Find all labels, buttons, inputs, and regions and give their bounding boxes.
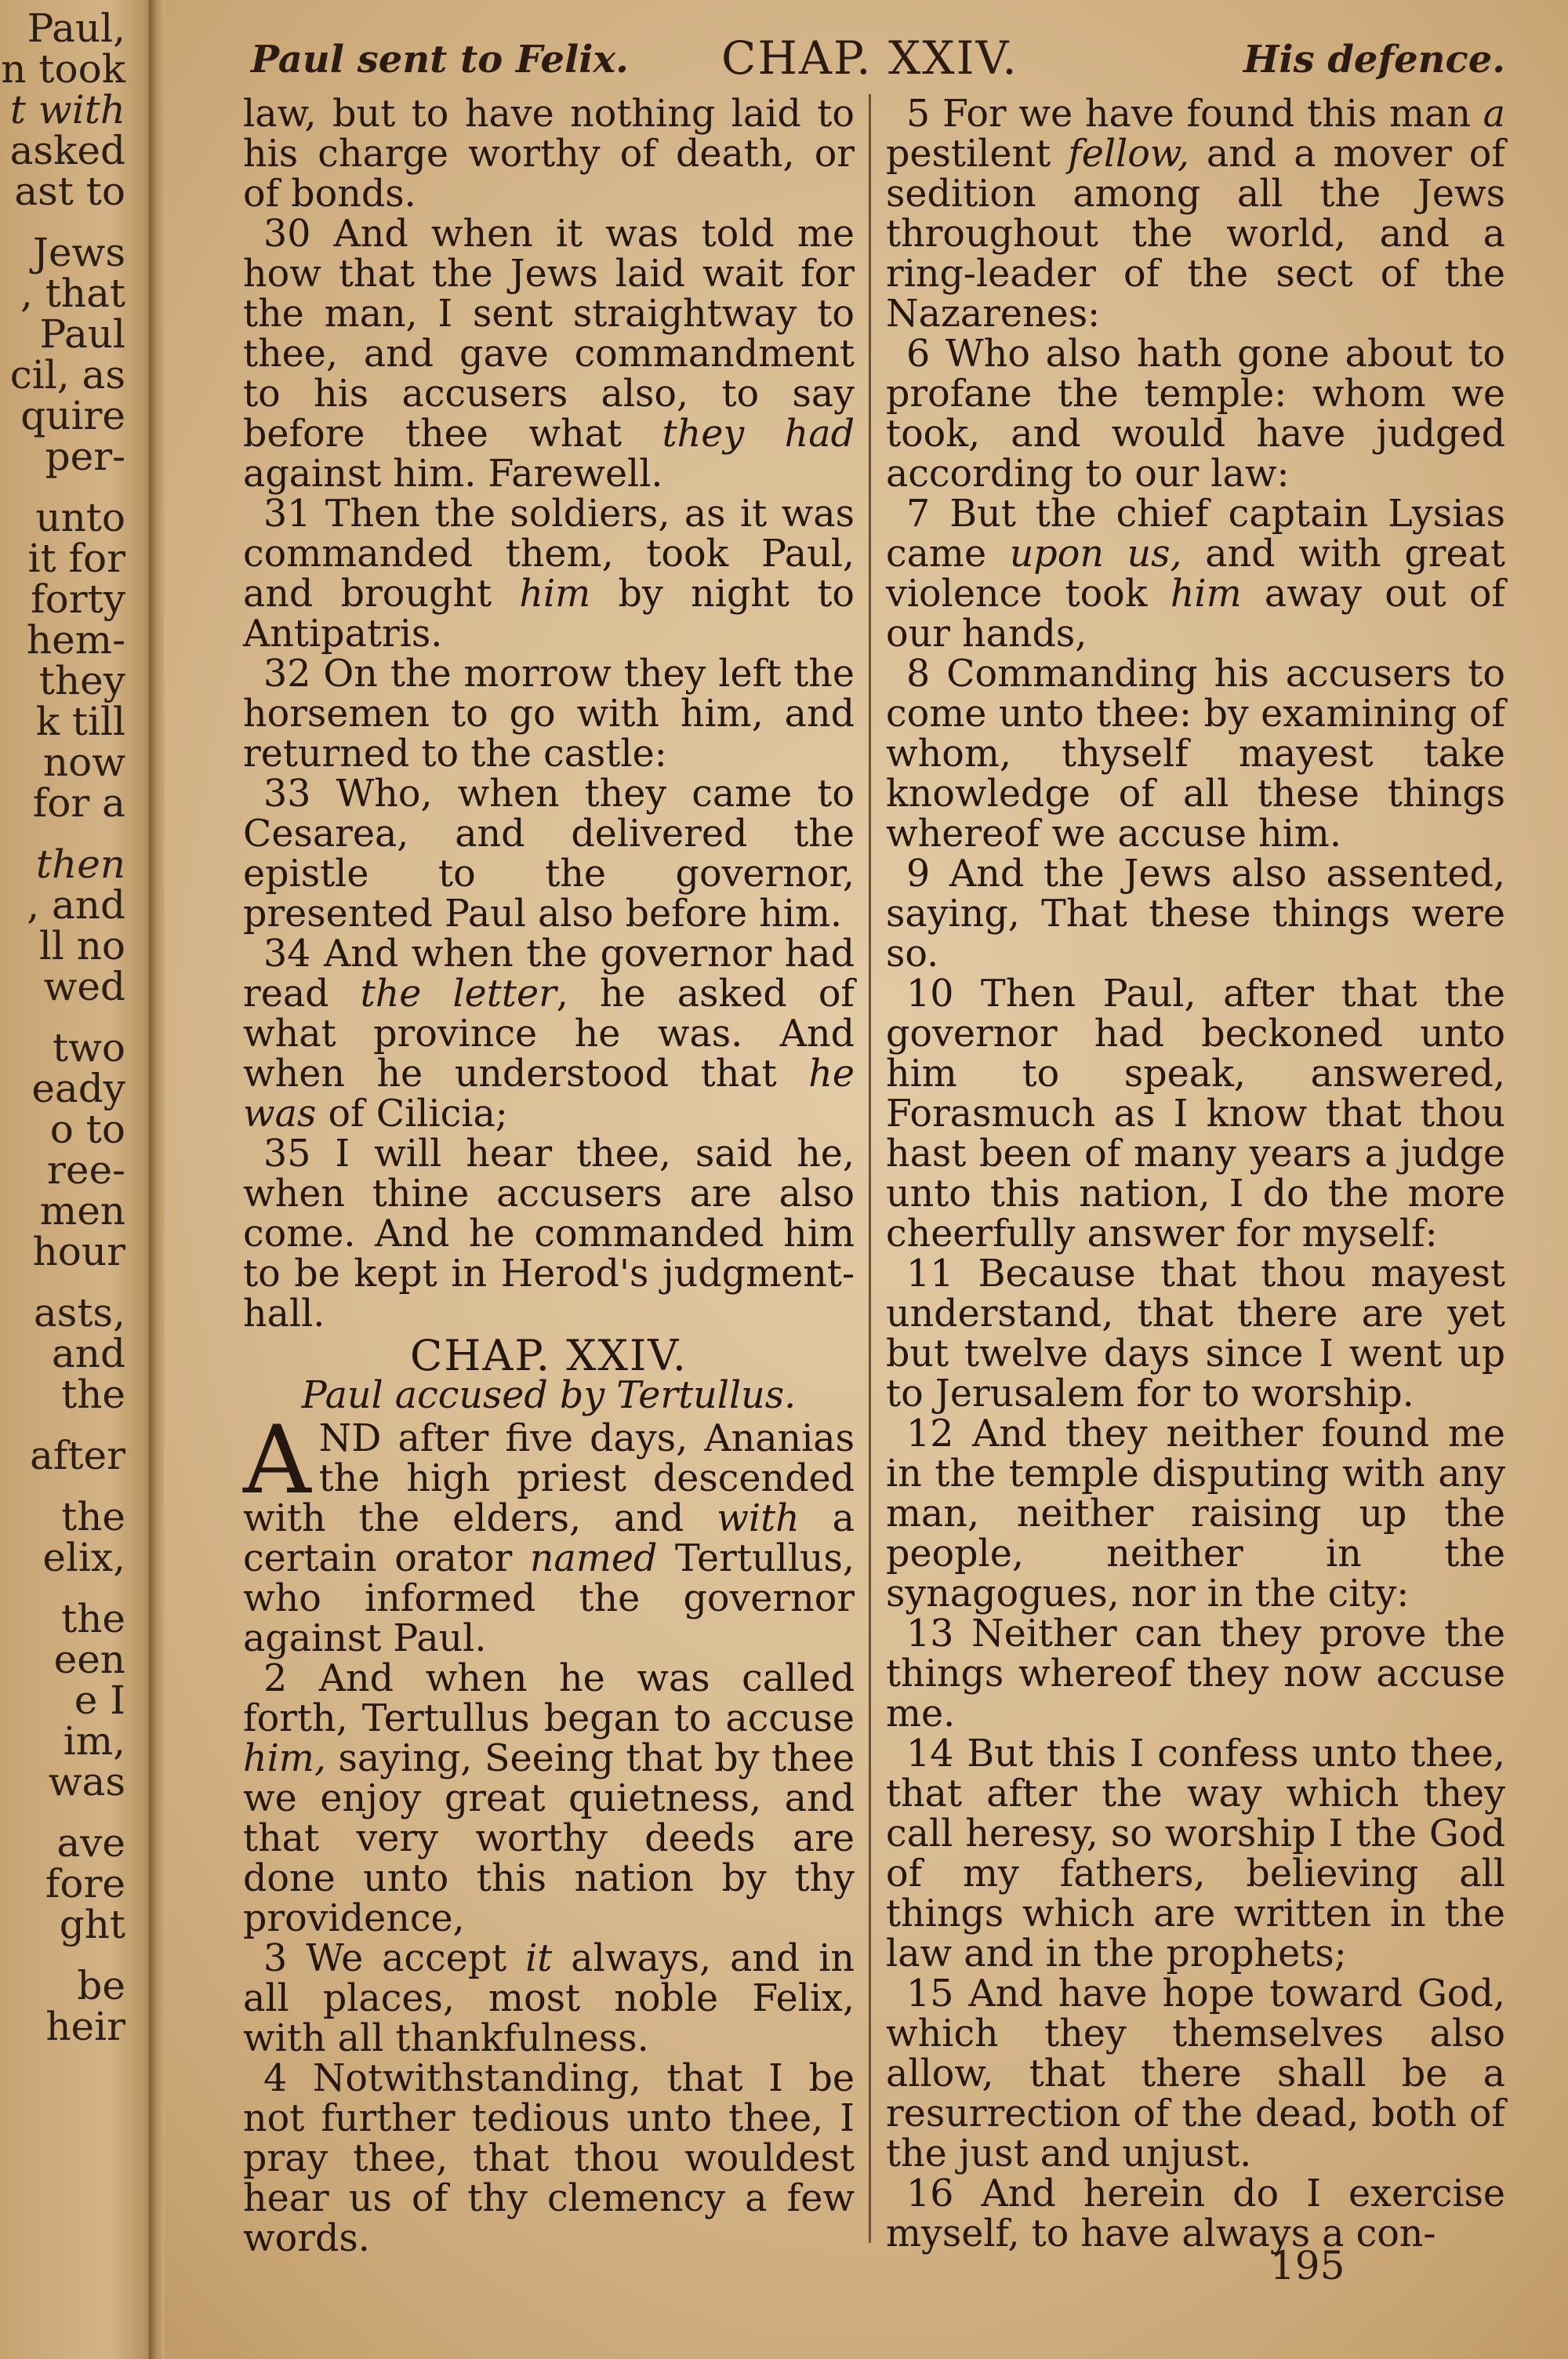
facing-page-fragment: the [61, 1372, 125, 1417]
verse-11: 11 Because that thou mayest understand, that there are yet but twelve days since I went up to Jerusalem for to worship. [886, 1252, 1505, 1416]
verse-31: 31 Then the soldiers, as it was commanded them, took Paul, and brought him by night to Antipatris. [243, 493, 855, 656]
verse-1: AND after five days, Ananias the high priest descended with the elders, and with a certain orator named Tertullus, who informed the governor against Paul. [243, 1406, 855, 1660]
facing-page-fragment: now [42, 740, 125, 785]
facing-page-fragment: e I [74, 1677, 125, 1723]
verse-32: 32 On the morrow they left the horsemen to go with him, and returned to the castle: [243, 652, 855, 776]
facing-page-fragment: then [35, 841, 125, 887]
verse-3: 3 We accept it always, and in all places, most noble Felix, with all thankfulness. [243, 1937, 855, 2060]
facing-page-fragment: and [51, 1331, 125, 1376]
verse-35: 35 I will hear thee, said he, when thine accusers are also come. And he commanded him to be kept in Herod's judgment-hall. [243, 1132, 855, 1336]
drop-cap: A [243, 1406, 311, 1515]
facing-page-fragment: fore [45, 1861, 125, 1906]
facing-page-fragment: forty [31, 576, 125, 622]
facing-page-fragment: men [39, 1188, 125, 1234]
page-number: 195 [1270, 2243, 1345, 2288]
facing-page-fragment: for a [32, 780, 125, 826]
facing-page-fragment: ave [56, 1820, 125, 1866]
facing-page-fragment: heir [45, 2004, 125, 2049]
verse-34: 34 And when the governor had read the letter, he asked of what province he was. And when he understood that he was of Cilicia; [243, 932, 855, 1136]
verse-continuation: law, but to have nothing laid to his charge worthy of death, or of bonds. [243, 93, 855, 216]
facing-page-fragment: k till [35, 699, 125, 744]
right-column [886, 94, 1505, 2254]
facing-page-fragment: een [53, 1637, 125, 1682]
facing-page-fragment: cil, as [9, 352, 125, 398]
facing-page-fragment: ree- [47, 1147, 125, 1193]
verse-15: 15 And have hope toward God, which they themselves also allow, that there shall be a resurrection of the dead, both of the just and unjust. [886, 1972, 1505, 2175]
facing-page-fragment: two [53, 1025, 125, 1070]
verse-10: 10 Then Paul, after that the governor had beckoned unto him to speak, answered, Forasmuch as I know that thou hast been of many years a judge unto this nation, I do the more cheerfully answer for myself: [886, 972, 1505, 1256]
facing-page-fragment: ght [59, 1902, 125, 1947]
facing-page-fragment: Jews [32, 230, 125, 275]
facing-page-fragment: , that [20, 271, 125, 316]
facing-page-fragment: they [38, 658, 125, 703]
facing-page-fragment: elix, [42, 1535, 125, 1580]
facing-page-fragment: unto [35, 495, 125, 540]
verse-30: 30 And when it was told me how that the Jews laid wait for the man, I sent straightway to thee, and gave commandment to his accusers also, to say before thee what they had against him. Farewell. [243, 213, 855, 496]
verse-6: 6 Who also hath gone about to profane the temple: whom we took, and would have judged according to our law: [886, 333, 1505, 496]
facing-page-fragment: be [77, 1963, 125, 2008]
facing-page-fragment: asts, [33, 1290, 125, 1336]
facing-page-fragment: was [48, 1759, 125, 1805]
facing-page-fragment: per- [45, 434, 125, 479]
facing-page-fragment: after [30, 1433, 125, 1478]
header-right: His defence. [1243, 38, 1505, 82]
running-header [251, 31, 1505, 86]
facing-page-fragment: asked [9, 128, 125, 173]
facing-page-fragment: ll no [38, 923, 125, 969]
verse-16: 16 And herein do I exercise myself, to have always a con- [886, 2172, 1505, 2255]
book-gutter [149, 0, 165, 2359]
header-left: Paul sent to Felix. [251, 38, 629, 82]
verse-14: 14 But this I confess unto thee, that after the way which they call heresy, so worship I the God of my fathers, believing all things which are written in the law and in the prophets; [886, 1732, 1505, 1976]
verse-8: 8 Commanding his accusers to come unto thee: by examining of whom, thyself mayest take knowledge of all these things whereof we accuse him. [886, 652, 1505, 856]
facing-page-fragment: the [61, 1596, 125, 1641]
facing-page-edge [0, 0, 157, 2359]
facing-page-fragment: , and [27, 882, 125, 928]
facing-page-fragment: wed [43, 964, 125, 1009]
facing-page-fragment: n took [1, 46, 125, 92]
column-divider [869, 94, 871, 2243]
facing-page-fragment: ast to [14, 169, 125, 214]
facing-page-fragment: Paul, [27, 5, 125, 51]
verse-9: 9 And the Jews also assented, saying, That these things were so. [886, 852, 1505, 976]
facing-page-fragment: im, [63, 1718, 125, 1764]
facing-page-fragment: the [61, 1494, 125, 1539]
verse-7: 7 But the chief captain Lysias came upon us, and with great violence took him away out of our hands, [886, 493, 1505, 656]
facing-page-fragment: quire [20, 393, 125, 438]
verse-13: 13 Neither can they prove the things whereof they now accuse me. [886, 1612, 1505, 1736]
facing-page-fragment: hem- [26, 617, 125, 663]
chapter-summary: Paul accused by Tertullus. [301, 1374, 797, 1417]
facing-page-fragment: hour [32, 1229, 125, 1274]
verse-5: 5 For we have found this man a pestilent fellow, and a mover of sedition among all the Jews throughout the world, and a ring-leader of the sect of the Nazarenes: [886, 93, 1505, 336]
facing-page-fragment: o to [49, 1107, 125, 1152]
verse-2: 2 And when he was called forth, Tertullus began to accuse him, saying, Seeing that by thee we enjoy great quietness, and that very worthy deeds are done unto this nation by thy providence, [243, 1657, 855, 1940]
chapter-heading: CHAP. XXIV. [409, 1331, 688, 1380]
facing-page-fragment: t with [9, 87, 125, 133]
left-column [243, 94, 855, 2259]
facing-page-fragment: Paul [39, 311, 125, 357]
facing-page-fragment: eady [31, 1066, 125, 1111]
verse-12: 12 And they neither found me in the temple disputing with any man, neither raising up the people, neither in the synagogues, nor in the city: [886, 1412, 1505, 1616]
verse-33: 33 Who, when they came to Cesarea, and delivered the epistle to the governor, presented Paul also before him. [243, 772, 855, 936]
facing-page-fragment: it for [27, 536, 125, 581]
header-chapter: CHAP. XXIV. [721, 31, 1018, 85]
verse-4: 4 Notwithstanding, that I be not further tedious unto thee, I pray thee, that thou wouldest hear us of thy clemency a few words. [243, 2057, 855, 2260]
